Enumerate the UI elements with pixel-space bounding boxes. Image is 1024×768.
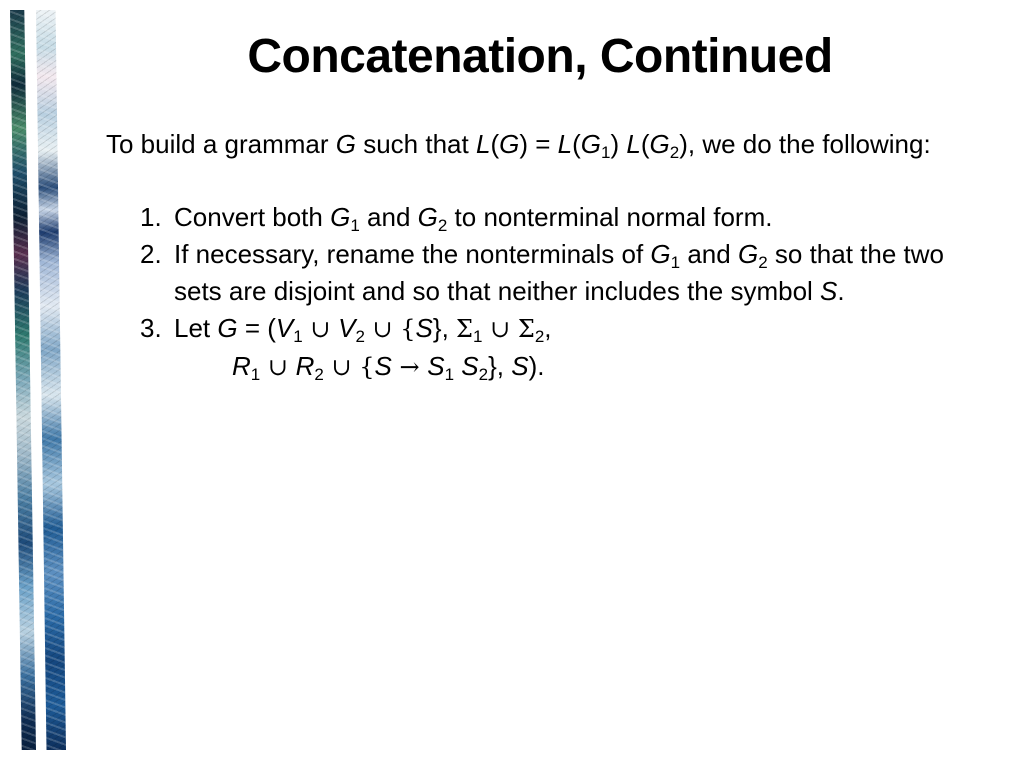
step-number: 3. [140, 313, 162, 343]
decorative-art-strip-right [36, 10, 66, 750]
list-item-step-3: 3. Let $G = (V_1$ ∪ $V_2$ ∪ {S}, $\Sigma_1$ ∪ $\Sigma_2$, [106, 310, 986, 348]
step-number: 2. [140, 239, 162, 269]
slide-title: Concatenation, Continued [247, 30, 833, 83]
slide-body [106, 126, 986, 386]
decorative-art-strip-left [10, 10, 36, 750]
intro-paragraph: To build a grammar G such that $L(G) = L(G_1)$ $L(G_2)$, we do the following: [106, 129, 931, 162]
step-3-continuation: $R_1$ ∪ $R_2$ ∪ {$S \to S_1$ $S_2$}, S). [232, 351, 545, 384]
list-item-step-2: 2. If necessary, rename the nonterminals of $G_1$ and $G_2$ so that the two sets are disjoint and so that neither includes the symbol S. [106, 236, 986, 310]
list-item-step-1: 1. Convert both $G_1$ and $G_2$ to nonterminal normal form. [106, 199, 986, 236]
paragraph-spacer [106, 163, 986, 199]
step-number: 1. [140, 202, 162, 232]
